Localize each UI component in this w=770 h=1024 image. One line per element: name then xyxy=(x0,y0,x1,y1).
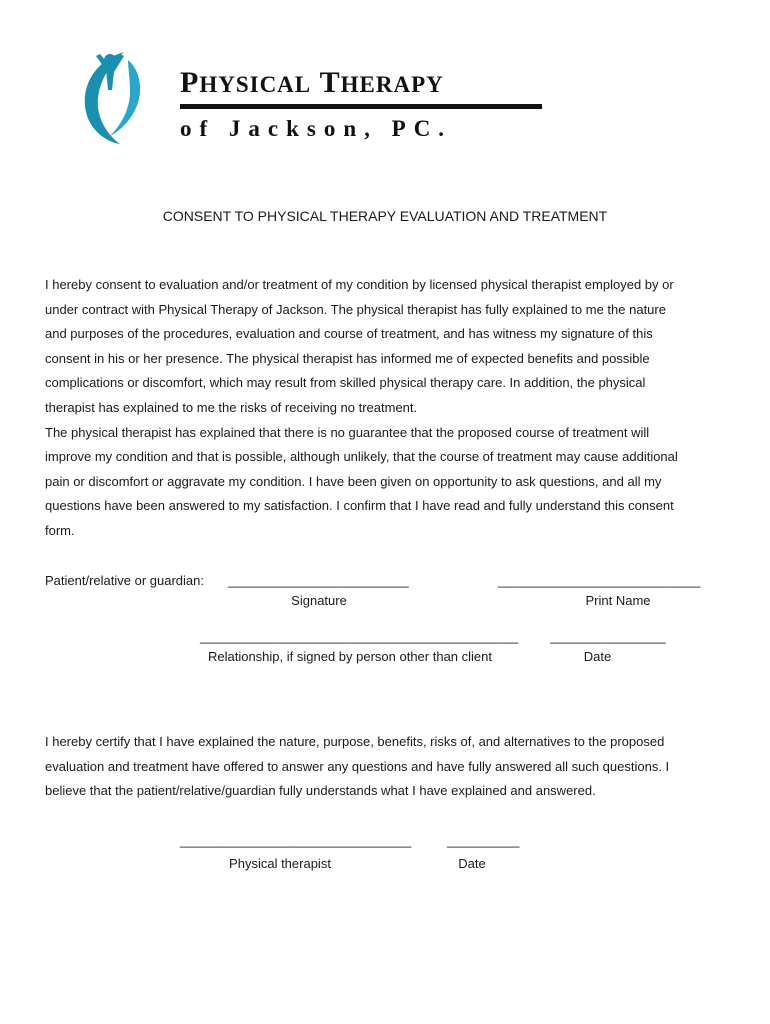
consent-line: I hereby consent to evaluation and/or treatment of my condition by licensed physical therapist employed by or xyxy=(45,277,674,292)
patient-signature-field[interactable]: _________________________ xyxy=(228,573,409,588)
relationship-field[interactable]: ____________________________________________ xyxy=(200,629,519,644)
certify-line: evaluation and treatment have offered to answer any questions and have fully answered all such questions. I xyxy=(45,758,670,774)
consent-line: form. xyxy=(45,522,75,538)
patient-label: Patient/relative or guardian: xyxy=(45,573,204,588)
consent-line: and purposes of the procedures, evaluation and course of treatment, and has witness my signature of this xyxy=(45,326,653,342)
brand-subtitle: of Jackson, PC. xyxy=(180,116,453,141)
consent-line: complications or discomfort, which may result from skilled physical therapy care. In addition, the physical xyxy=(45,375,646,391)
brand-divider xyxy=(180,104,542,109)
consent-line: questions have been answered to my satisfaction. I confirm that I have read and fully understand this consent xyxy=(45,498,674,514)
signature-caption: Signature xyxy=(291,593,347,608)
consent-line: improve my condition and that is possible, although unlikely, that the course of treatment may cause additional xyxy=(45,449,678,465)
therapist-caption: Physical therapist xyxy=(229,856,331,871)
consent-paragraph xyxy=(45,273,735,544)
certification-paragraph xyxy=(45,730,735,804)
relationship-caption: Relationship, if signed by person other than client xyxy=(207,649,492,664)
therapist-signature-field[interactable]: ________________________________ xyxy=(180,833,412,848)
patient-date-field[interactable]: ________________ xyxy=(550,629,666,644)
consent-line: therapist has explained to me the risks of receiving no treatment. xyxy=(45,399,418,415)
certify-line: I hereby certify that I have explained the nature, purpose, benefits, risks of, and alternatives to the proposed xyxy=(45,734,665,749)
consent-line: consent in his or her presence. The physical therapist has informed me of expected benefits and possible xyxy=(45,350,650,366)
therapist-date-field[interactable]: __________ xyxy=(447,833,520,848)
consent-line: pain or discomfort or aggravate my condition. I have been given on opportunity to ask questions, and all my xyxy=(45,473,662,489)
patient-date-caption: Date xyxy=(583,649,612,664)
print-name-caption: Print Name xyxy=(585,593,651,608)
certify-line: believe that the patient/relative/guardian fully understands what I have explained and answered. xyxy=(45,783,596,799)
document-title: CONSENT TO PHYSICAL THERAPY EVALUATION AND TREATMENT xyxy=(162,208,608,224)
brand-name: PHYSICAL THERAPY xyxy=(180,66,444,99)
therapist-date-caption: Date xyxy=(458,856,486,871)
consent-line: under contract with Physical Therapy of Jackson. The physical therapist has fully explained to me the nature xyxy=(45,301,666,317)
logo-figure-icon xyxy=(76,46,146,146)
print-name-field[interactable]: ____________________________ xyxy=(498,573,701,588)
consent-line: The physical therapist has explained that there is no guarantee that the proposed course of treatment will xyxy=(45,424,650,440)
